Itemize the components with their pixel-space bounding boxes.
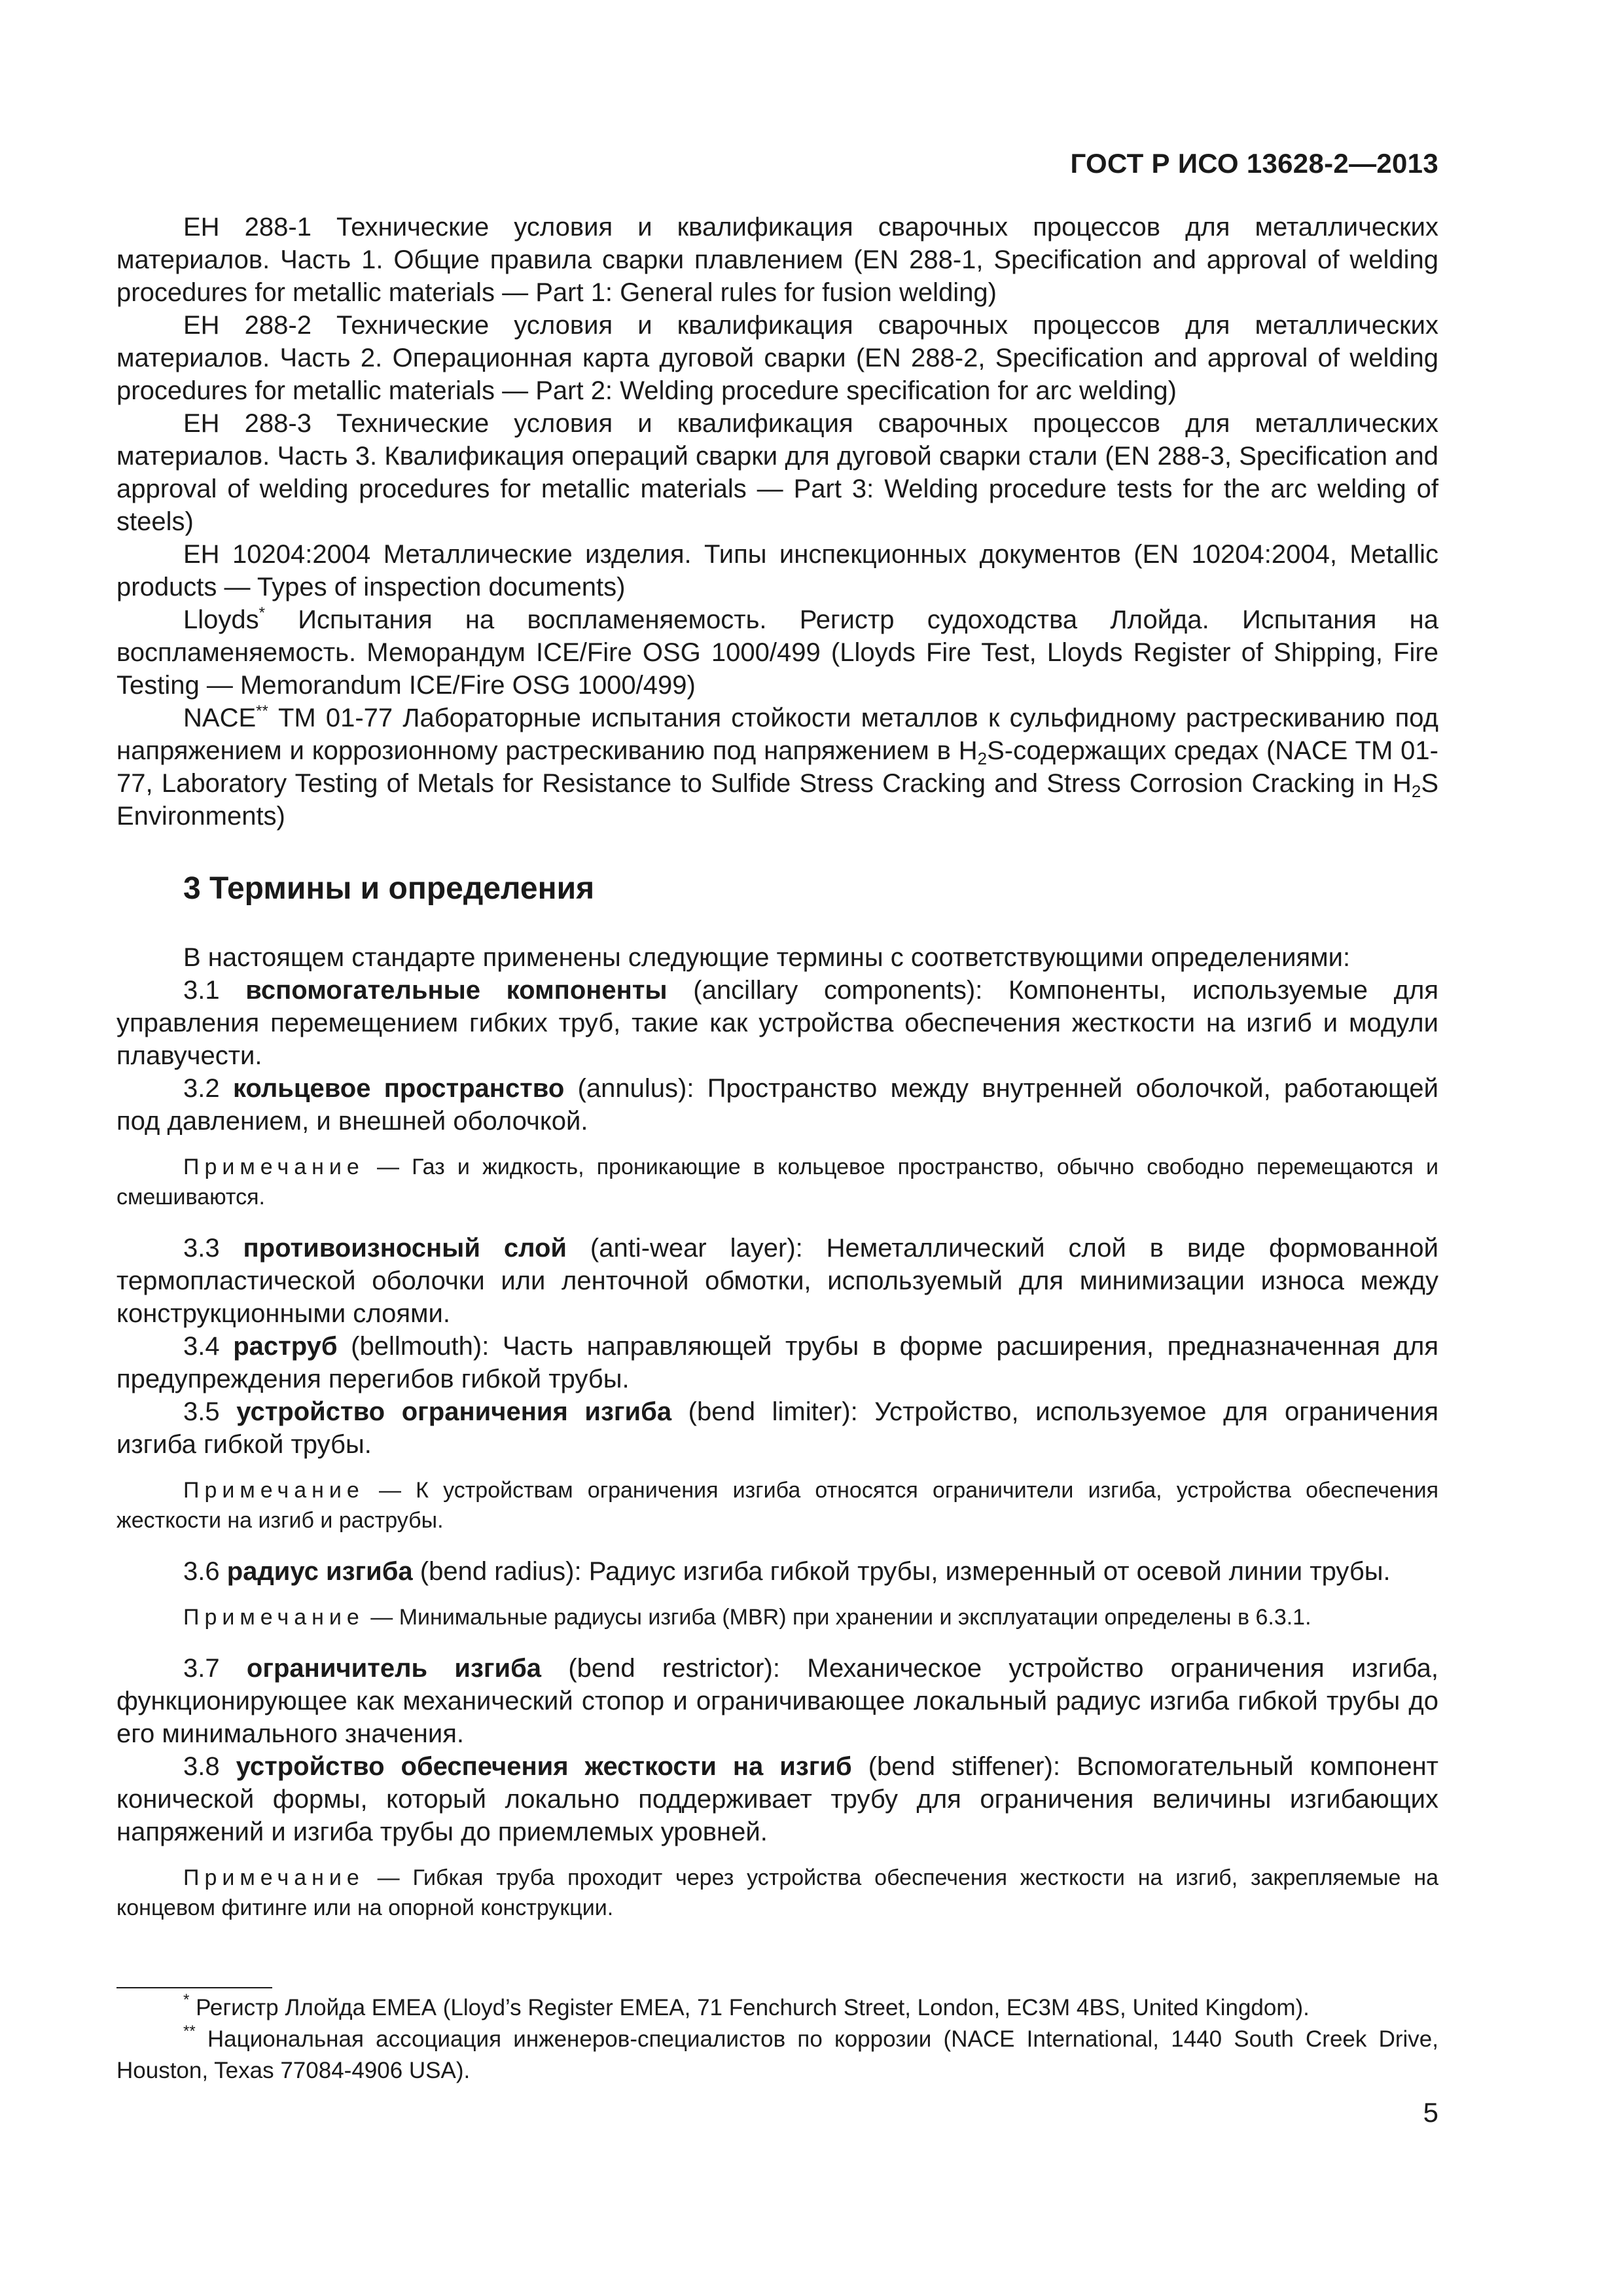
section-intro: В настоящем стандарте применены следующие термины с соответствующими определениями: [183, 943, 1351, 972]
footnote-separator [116, 1987, 272, 1988]
term-name: ограничитель изгиба [246, 1654, 542, 1683]
term-definition: 3.3 противоизносный слой (anti-wear layer): Неметаллический слой в виде формованной термопластической оболочки или ленточной обмотки, используемый для минимизации износа между конструкционными слоями. [116, 1234, 1438, 1328]
term-definition: 3.8 устройство обеспечения жесткости на изгиб (bend stiffener): Вспомогательный компонент конической формы, который локально поддерживает трубу для ограничения величины изгибающих напряжений и изгиба трубы до приемлемых уровней. [116, 1752, 1439, 1846]
footnote-marker: * [259, 604, 265, 622]
term-definition: 3.4 раструб (bellmouth): Часть направляющей трубы в форме расширения, предназначенная для предупреждения перегибов гибкой трубы. [116, 1332, 1438, 1393]
reference-entry: ЕН 288-1 Технические условия и квалификация сварочных процессов для металлических материалов. Часть 1. Общие правила сварки плавлением (EN 288-1, Specification and approval of welding procedures for metallic materials — Part 1: General rules for fusion welding) [116, 213, 1438, 307]
term-note: Примечание — Минимальные радиусы изгиба (MBR) при хранении и эксплуатации определены в 6.3.1. [183, 1605, 1311, 1630]
reference-name: NACE [183, 704, 257, 732]
reference-entry: ЕН 10204:2004 Металлические изделия. Типы инспекционных документов (EN 10204:2004, Metallic products — Types of inspection documents) [116, 540, 1438, 601]
footnote: ** Национальная ассоциация инженеров-специалистов по коррозии (NACE International, 1440 South Creek Drive, Houston, Texas 77084-4906 USA). [116, 2022, 1438, 2083]
standard-code-header: ГОСТ Р ИСО 13628-2—2013 [1070, 148, 1438, 179]
reference-entry: NACE** ТМ 01-77 Лабораторные испытания стойкости металлов к сульфидному растрескиванию под напряжением и коррозионному растрескиванию под напряжением в $H_2S$-содержащих средах (NACE TM 01-77, Laboratory Testing of Metals for Resistance to Sulfide Stress Cracking and Stress Corrosion Cracking in $H_2S$ Environments) [116, 702, 1438, 831]
section-heading: 3 Термины и определения [183, 871, 595, 906]
footnote-marker: ** [256, 702, 268, 720]
term-name: раструб [233, 1332, 338, 1361]
term-definition: 3.5 устройство ограничения изгиба (bend limiter): Устройство, используемое для ограничения изгиба гибкой трубы. [116, 1397, 1438, 1459]
term-definition: 3.6 радиус изгиба (bend radius): Радиус изгиба гибкой трубы, измеренный от осевой линии трубы. [183, 1557, 1391, 1586]
term-definition: 3.1 вспомогательные компоненты (ancillary components): Компоненты, используемые для управления перемещением гибких труб, такие как устройства обеспечения жесткости на изгиб и модули плавучести. [116, 976, 1438, 1070]
term-name: устройство ограничения изгиба [236, 1397, 672, 1426]
footnote: * Регистр Ллойда ЕМЕА (Lloyd’s Register EMEA, 71 Fenchurch Street, London, EC3M 4BS, United Kingdom). [183, 1991, 1310, 2020]
term-name: вспомогательные компоненты [245, 976, 668, 1005]
term-name: противоизносный слой [243, 1234, 567, 1263]
term-name: радиус изгиба [226, 1557, 413, 1586]
term-note: Примечание — К устройствам ограничения изгиба относятся ограничители изгиба, устройства обеспечения жесткости на изгиб и раструбы. [116, 1478, 1438, 1533]
reference-name: Lloyds [183, 605, 259, 634]
reference-entry: Lloyds* Испытания на воспламеняемость. Регистр судоходства Ллойда. Испытания на воспламеняемость. Меморандум ICE/Fire OSG 1000/499 (Lloyds Fire Test, Lloyds Register of Shipping, Fire Testing — Memorandum ICE/Fire OSG 1000/499) [116, 604, 1438, 700]
page-number: 5 [1423, 2097, 1438, 2128]
reference-entry: ЕН 288-3 Технические условия и квалификация сварочных процессов для металлических материалов. Часть 3. Квалификация операций сварки для дуговой сварки стали (EN 288-3, Specification and approval of welding procedures for metallic materials — Part 3: Welding procedure tests for the arc welding of steels) [116, 409, 1438, 536]
term-name: устройство обеспечения жесткости на изгиб [236, 1752, 852, 1781]
reference-entry: ЕН 288-2 Технические условия и квалификация сварочных процессов для металлических материалов. Часть 2. Операционная карта дуговой сварки (EN 288-2, Specification and approval of welding procedures for metallic materials — Part 2: Welding procedure specification for arc welding) [116, 311, 1438, 405]
term-note: Примечание — Газ и жидкость, проникающие в кольцевое пространство, обычно свободно перемещаются и смешиваются. [116, 1155, 1438, 1210]
term-note: Примечание — Гибкая труба проходит через устройства обеспечения жесткости на изгиб, закрепляемые на концевом фитинге или на опорной конструкции. [116, 1865, 1438, 1920]
term-definition: 3.7 ограничитель изгиба (bend restrictor): Механическое устройство ограничения изгиба, функционирующее как механический стопор и ограничивающее локальный радиус изгиба гибкой трубы до его минимального значения. [116, 1654, 1438, 1748]
term-definition: 3.2 кольцевое пространство (annulus): Пространство между внутренней оболочкой, работающей под давлением, и внешней оболочкой. [116, 1074, 1438, 1136]
term-name: кольцевое пространство [232, 1074, 565, 1103]
main-text-column [116, 211, 1438, 2087]
